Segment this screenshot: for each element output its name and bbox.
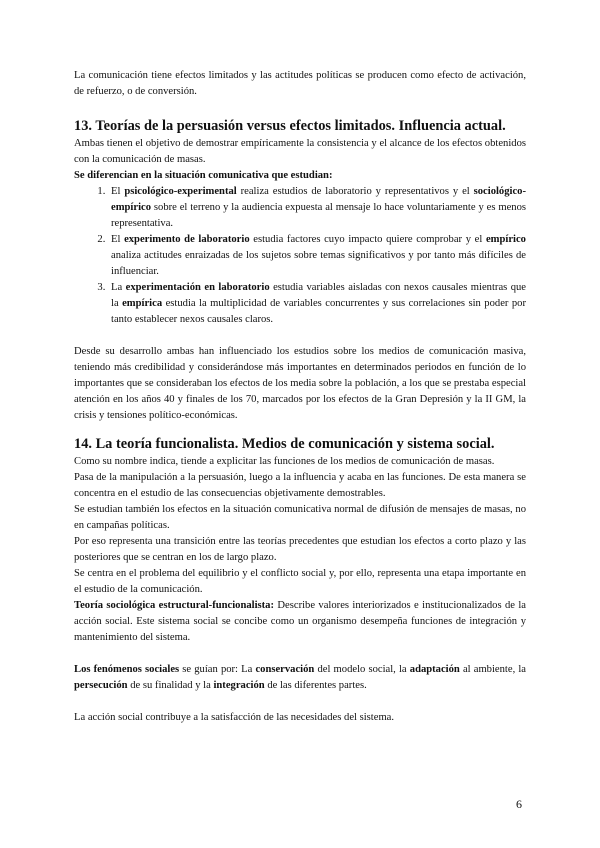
list-item-text: analiza actitudes enraizadas de los sujetos sobre temas significativos y por tanto más difíciles de influenciar. <box>111 250 526 277</box>
section-13-subheading <box>74 168 526 184</box>
section-14-paragraph-6 <box>74 598 526 646</box>
list-item-text: La <box>111 282 126 293</box>
paragraph-text: del modelo social, la <box>314 664 410 675</box>
list-item-bold: psicológico-experimental <box>124 186 237 197</box>
intro-paragraph: La comunicación tiene efectos limitados y las actitudes políticas se producen como efecto de activación, de refuerzo, o de conversión. <box>74 70 526 97</box>
section-14-title: 14. La teoría funcionalista. Medios de comunicación y sistema social. <box>74 436 495 452</box>
page-number: 6 <box>516 797 522 811</box>
list-item-text: El <box>111 234 125 245</box>
list-item <box>108 232 526 280</box>
comparison-list <box>74 184 526 328</box>
list-item <box>108 280 526 328</box>
keyword-conservacion: conservación <box>255 664 315 675</box>
theory-label: Teoría sociológica estructural-funcionalista: <box>74 600 274 611</box>
list-item-bold: experimentación en laboratorio <box>125 282 270 293</box>
document-page <box>74 68 526 726</box>
section-13-subheading-text: Se diferencian en la situación comunicativa que estudian: <box>74 170 333 181</box>
paragraph-text: de su finalidad y la <box>127 680 214 691</box>
list-item-bold: empírica <box>122 298 163 309</box>
list-item <box>108 184 526 232</box>
paragraph-text: de las diferentes partes. <box>264 680 367 691</box>
keyword-integracion: integración <box>213 680 265 691</box>
list-item-bold: experimento de laboratorio <box>124 234 250 245</box>
section-14-paragraph-5: Se centra en el problema del equilibrio y el conflicto social y, por ello, representa una etapa importante en el estudio de la comunicación. <box>74 568 526 595</box>
list-item-text: estudia variables aisladas con nexos causales mientras que la <box>111 282 527 309</box>
section-14-paragraph-7 <box>74 662 526 694</box>
list-item-text: estudia la multiplicidad de variables concurrentes y sus correlaciones sin poder por tanto establecer nexos causales claros. <box>111 298 527 325</box>
section-13-title: 13. Teorías de la persuasión versus efectos limitados. Influencia actual. <box>74 118 506 134</box>
list-item-text: El <box>111 186 125 197</box>
paragraph-text: al ambiente, la <box>459 664 527 675</box>
section-14-paragraph-8: La acción social contribuye a la satisfacción de las necesidades del sistema. <box>74 712 395 723</box>
list-item-text: realiza estudios de laboratorio y representativos y el <box>236 186 474 197</box>
list-item-bold: sociológico-empírico <box>111 186 526 213</box>
section-13-paragraph-3: Desde su desarrollo ambas han influenciado los estudios sobre los medios de comunicación masiva, teniendo más credibilidad y considerándose más importantes en determinados periodos en función de lo importantes que se consideraban los efectos de los media sobre la población, a los que se prestaba especial atención en los años 40 y finales de los 70, marcados por los efectos de la Gran Depresión y la II GM, la crisis y tensiones político-económicas. <box>74 346 526 421</box>
keyword-persecucion: persecución <box>74 680 128 691</box>
keyword-adaptacion: adaptación <box>409 664 460 675</box>
section-13-paragraph-1: Ambas tienen el objetivo de demostrar empíricamente la consistencia y el alcance de los efectos obtenidos con la comunicación de masas. <box>74 138 526 165</box>
section-14-paragraph-4: Por eso representa una transición entre las teorías precedentes que estudian los efectos a corto plazo y las posteriores que se centran en los de largo plazo. <box>74 536 526 563</box>
list-item-text: sobre el terreno y la audiencia expuesta al mensaje lo hace voluntariamente y es menos representativa. <box>111 202 526 229</box>
section-14-paragraph-2: Pasa de la manipulación a la persuasión, luego a la influencia y acaba en las funciones. De esta manera se concentra en el estudio de las consecuencias objetivamente demostrables. <box>74 472 526 499</box>
section-14-paragraph-3: Se estudian también los efectos en la situación comunicativa normal de difusión de mensajes de masas, no en campañas políticas. <box>74 504 526 531</box>
list-item-bold: empírico <box>485 234 526 245</box>
list-item-text: estudia factores cuyo impacto quiere comprobar y el <box>249 234 486 245</box>
social-phenomena-label: Los fenómenos sociales <box>74 664 180 675</box>
section-14-paragraph-1: Como su nombre indica, tiende a explicitar las funciones de los medios de comunicación de masas. <box>74 456 495 467</box>
paragraph-text: se guían por: La <box>179 664 256 675</box>
theory-description: Describe valores interiorizados e institucionalizados de la acción social. Este sistema social se concibe como un organismo desempeña funciones de integración y mantenimiento del sistema. <box>74 600 526 643</box>
